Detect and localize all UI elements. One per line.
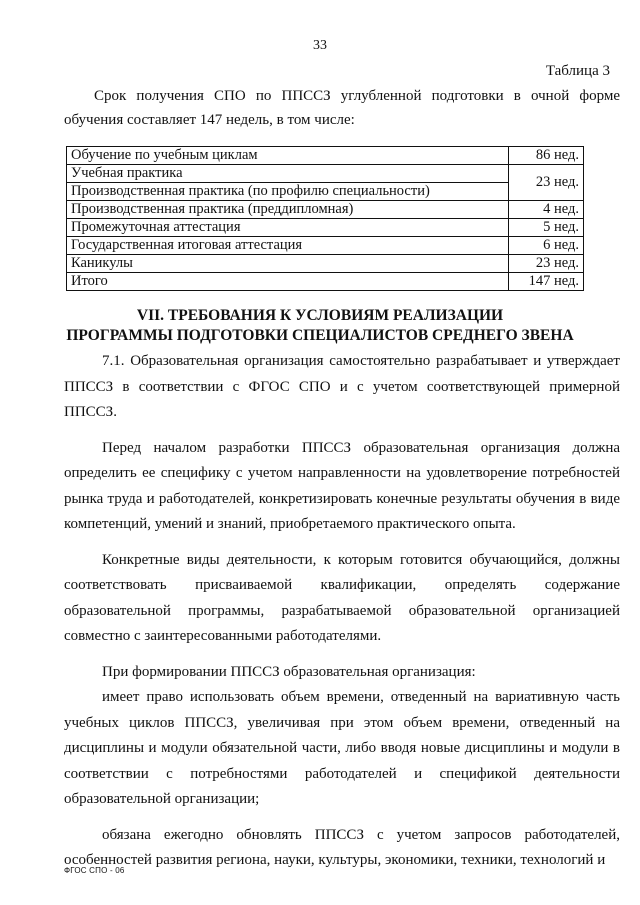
page-number: 33 — [313, 38, 327, 53]
table-row — [67, 219, 584, 237]
table-row — [67, 237, 584, 255]
table-row — [67, 273, 584, 291]
row-value: 6 нед. — [509, 237, 584, 255]
row-value: 4 нед. — [509, 201, 584, 219]
row-value: 5 нед. — [509, 219, 584, 237]
table-row — [67, 183, 584, 201]
intro-paragraph: Срок получения СПО по ППССЗ углубленной подготовки в очной форме обучения составляет 147 недель, в том числе: — [64, 88, 620, 128]
row-value: 86 нед. — [509, 147, 584, 165]
row-value: 147 нед. — [509, 273, 584, 291]
paragraph: 7.1. Образовательная организация самостоятельно разрабатывает и утверждает ППССЗ в соответствии с ФГОС СПО и с учетом соответствующей примерной ППССЗ. — [64, 353, 620, 420]
row-label: Государственная итоговая аттестация — [67, 237, 509, 255]
paragraph: Перед началом разработки ППССЗ образовательная организация должна определить ее специфику с учетом направленности на удовлетворение потребностей рынка труда и работодателей, конкретизировать конечные результаты обучения в виде компетенций, умений и знаний, приобретаемого практического опыта. — [64, 439, 620, 532]
paragraph: имеет право использовать объем времени, отведенный на вариативную часть учебных циклов ППССЗ, увеличивая при этом объем времени, отведенный на дисциплины и модули обязательной части, либо вводя новые дисциплины и модули в соответствии с потребностями работодателей и спецификой деятельности образовательной организации; — [64, 689, 620, 807]
section-heading-line: ПРОГРАММЫ ПОДГОТОВКИ СПЕЦИАЛИСТОВ СРЕДНЕГО ЗВЕНА — [66, 327, 574, 344]
table-row — [67, 165, 584, 183]
row-label: Промежуточная аттестация — [67, 219, 509, 237]
body-text — [64, 349, 620, 884]
row-value: 23 нед. — [509, 255, 584, 273]
row-value: 23 нед. — [509, 165, 584, 201]
paragraph: обязана ежегодно обновлять ППССЗ с учетом запросов работодателей, особенностей развития региона, науки, культуры, экономики, техники, технологий и — [64, 826, 620, 868]
section-heading — [0, 306, 640, 346]
paragraph: Конкретные виды деятельности, к которым готовится обучающийся, должны соответствовать присваиваемой квалификации, определять содержание образовательной программы, разрабатываемой образовательной организацией совместно с заинтересованными работодателями. — [64, 551, 620, 644]
row-label: Обучение по учебным циклам — [67, 147, 509, 165]
study-schedule-table — [66, 146, 584, 291]
table-row — [67, 255, 584, 273]
paragraph: При формировании ППССЗ образовательная организация: — [102, 663, 476, 680]
table-row — [67, 147, 584, 165]
row-label: Итого — [67, 273, 509, 291]
row-label: Производственная практика (преддипломная) — [67, 201, 509, 219]
row-label: Производственная практика (по профилю специальности) — [67, 183, 509, 201]
section-heading-line: VII. ТРЕБОВАНИЯ К УСЛОВИЯМ РЕАЛИЗАЦИИ — [136, 307, 504, 324]
row-label: Каникулы — [67, 255, 509, 273]
table-caption: Таблица 3 — [545, 63, 610, 79]
footer-code: ФГОС СПО - 06 — [64, 866, 125, 875]
row-label: Учебная практика — [67, 165, 509, 183]
table-row — [67, 201, 584, 219]
